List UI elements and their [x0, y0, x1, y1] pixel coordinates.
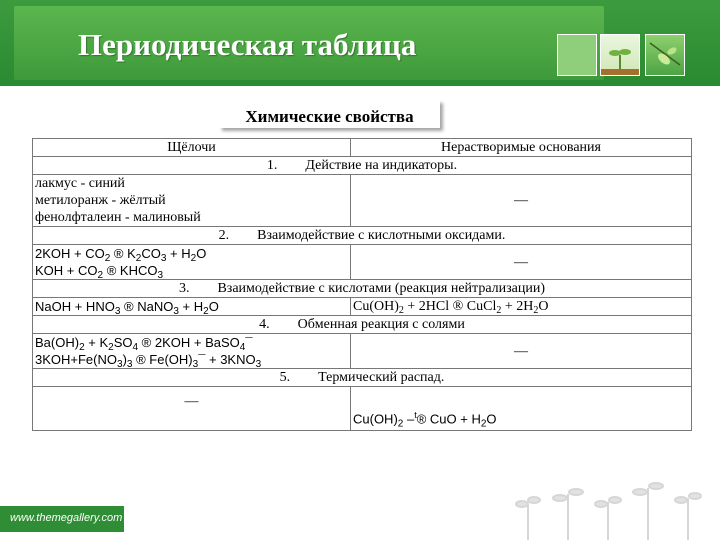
- section-number: 3.: [178, 281, 190, 296]
- no-reaction-cell: —: [33, 387, 351, 431]
- equation-cell: $Cu(OH)_2$ –$^t$® CuO + $H_2O$: [351, 387, 692, 431]
- table-row: [33, 298, 692, 316]
- equations-cell: [33, 245, 351, 280]
- indicators-cell: [33, 175, 351, 227]
- indicator-methyl-orange: метилоранж - жёлтый: [35, 193, 166, 208]
- slide-subtitle: Химические свойства: [219, 100, 440, 128]
- section-heading: [33, 157, 692, 175]
- page-title: Периодическая таблица: [78, 27, 417, 62]
- section-row: [33, 227, 692, 245]
- section-number: 5.: [279, 370, 291, 385]
- section-number: 2.: [218, 228, 230, 243]
- section-row: [33, 157, 692, 175]
- section-title: Термический распад.: [318, 370, 445, 385]
- no-reaction-cell: —: [351, 175, 692, 227]
- equation: $3KOH+Fe(NO_3)_3$ ® $Fe(OH)_3¯ + 3KNO_3$: [35, 352, 262, 370]
- section-title: Взаимодействие с кислотами (реакция нейтрализации): [217, 281, 546, 296]
- section-row: [33, 369, 692, 387]
- header-banner: [0, 0, 720, 86]
- section-row: [33, 316, 692, 334]
- section-row: [33, 280, 692, 298]
- branch-thumbnail-image: [645, 34, 685, 76]
- no-reaction-cell: —: [351, 334, 692, 369]
- equation: $2KOH + CO_2$ ® $K_2CO_3 + H_2O$: [35, 246, 207, 264]
- section-number: 1.: [266, 158, 278, 173]
- table-header-row: [33, 139, 692, 157]
- section-heading: [33, 227, 692, 245]
- indicator-litmus: лакмус - синий: [35, 176, 125, 191]
- section-title: Обменная реакция с солями: [297, 317, 465, 332]
- plants-decoration-icon: [508, 474, 720, 540]
- section-title: Взаимодействие с кислотными оксидами.: [257, 228, 506, 243]
- section-heading: [33, 280, 692, 298]
- no-reaction-cell: —: [351, 245, 692, 280]
- section-number: 4.: [259, 317, 270, 332]
- section-title: Действие на индикаторы.: [305, 158, 458, 173]
- column-header-alkalis: Щёлочи: [33, 139, 351, 157]
- column-header-insoluble-bases: Нерастворимые основания: [351, 139, 692, 157]
- leaf-thumbnail-image: [557, 34, 597, 76]
- equation: $Ba(OH)_2 + K_2SO_4$ ® 2KOH + BaSO$_4$¯: [35, 335, 253, 353]
- indicator-phenolphthalein: фенолфталеин - малиновый: [35, 210, 201, 225]
- sprout-thumbnail-image: [600, 34, 640, 76]
- equation-cell: $Cu(OH)_2 + 2HCl$ ® CuCl$_2$ + $2H_2O$: [351, 298, 692, 316]
- table-row: [33, 334, 692, 369]
- footer-url: www.themegallery.com: [10, 512, 123, 524]
- equations-cell: [33, 334, 351, 369]
- table-row: [33, 175, 692, 227]
- equation: KOH + $CO_2$ ® $KHCO_3$: [35, 263, 164, 281]
- section-heading: [33, 316, 692, 334]
- properties-table: [32, 138, 692, 431]
- section-heading: [33, 369, 692, 387]
- table-row: [33, 387, 692, 431]
- equation-cell: NaOH + $HNO_3$ ® NaNO$_3$ + $H_2O$: [33, 298, 351, 316]
- table-row: [33, 245, 692, 280]
